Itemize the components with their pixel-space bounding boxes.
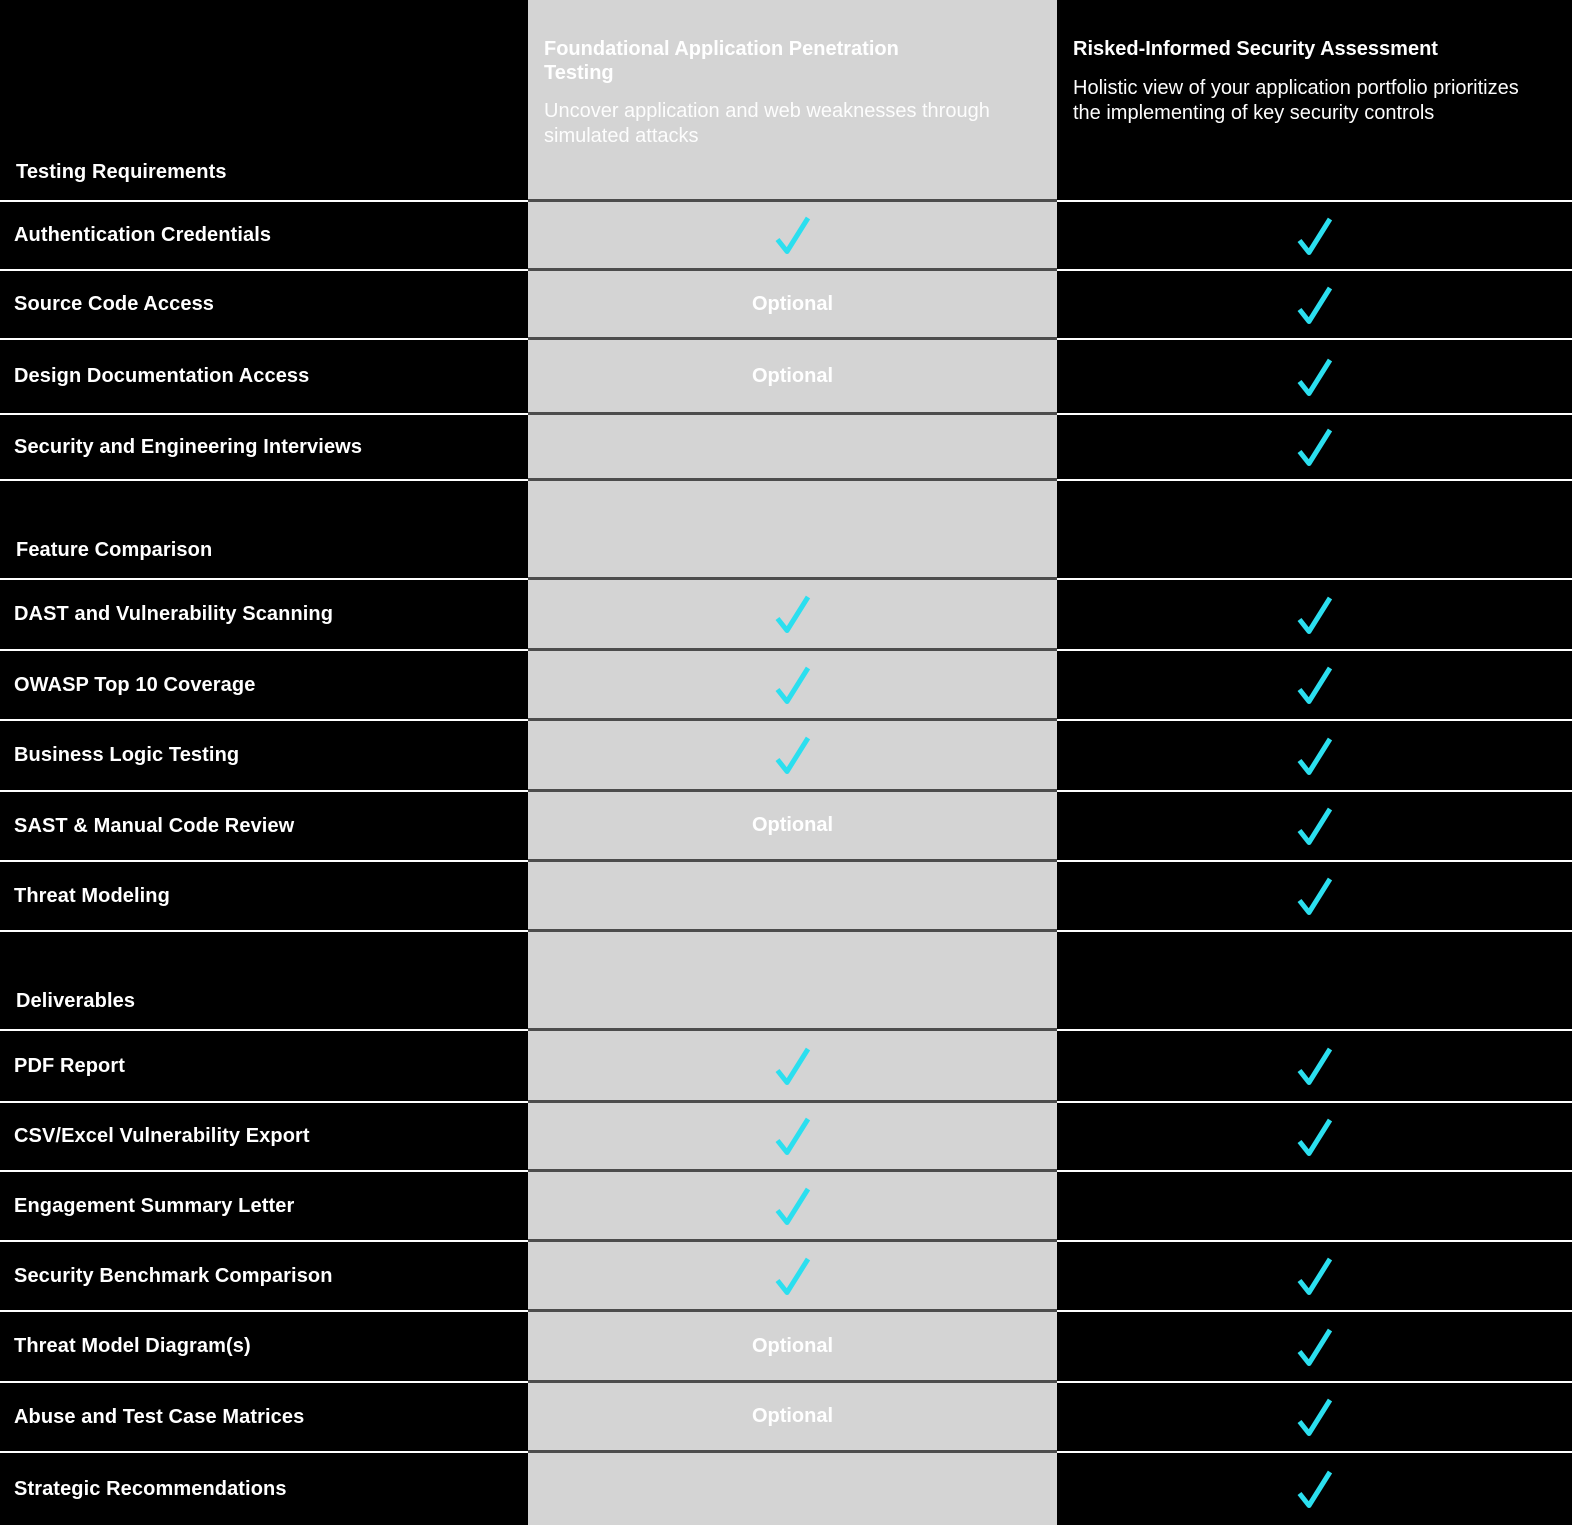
row-label-cell — [0, 340, 528, 415]
row-label-cell — [0, 1312, 528, 1383]
risk-informed-cell — [1057, 580, 1572, 651]
optional-label: Optional — [751, 814, 834, 836]
optional-label: Optional — [751, 292, 834, 315]
column-title: Foundational Application Penetration Testing — [544, 38, 899, 84]
check-icon — [1296, 875, 1333, 917]
check-icon — [774, 214, 811, 256]
section-title: Deliverables — [16, 990, 136, 1012]
risk-informed-cell — [1057, 1103, 1572, 1172]
foundational-cell — [528, 340, 1057, 415]
column-title: Risked-Informed Security Assessment — [1073, 38, 1438, 60]
risk-informed-section-spacer — [1057, 932, 1572, 1031]
row-label-cell — [0, 1453, 528, 1525]
check-icon — [1296, 356, 1333, 398]
foundational-cell — [528, 1172, 1057, 1242]
risk-informed-cell — [1057, 340, 1572, 415]
optional-label: Optional — [751, 1334, 834, 1357]
row-label: Security and Engineering Interviews — [14, 435, 363, 458]
foundational-cell — [528, 415, 1057, 481]
column-header-risk-informed — [1057, 0, 1572, 202]
row-label: Authentication Credentials — [14, 224, 272, 246]
risk-informed-cell — [1057, 721, 1572, 792]
row-label-cell — [0, 651, 528, 721]
risk-informed-cell — [1057, 1312, 1572, 1383]
row-label-cell — [0, 1172, 528, 1242]
row-label: OWASP Top 10 Coverage — [14, 673, 256, 696]
row-label-cell — [0, 1383, 528, 1453]
row-label: Source Code Access — [14, 293, 215, 315]
row-label-cell — [0, 1103, 528, 1172]
check-icon — [1296, 1396, 1333, 1438]
section-title: Feature Comparison — [16, 539, 213, 561]
row-label: DAST and Vulnerability Scanning — [14, 603, 334, 625]
check-icon — [1296, 284, 1333, 326]
column-header-foundational — [528, 0, 1057, 202]
check-icon — [774, 1045, 811, 1087]
check-icon — [774, 1185, 811, 1227]
row-label: Abuse and Test Case Matrices — [14, 1405, 305, 1428]
check-icon — [1296, 1045, 1333, 1087]
foundational-section-spacer — [528, 932, 1057, 1031]
check-icon — [774, 734, 811, 776]
row-label-cell — [0, 862, 528, 932]
row-label: Engagement Summary Letter — [14, 1194, 295, 1217]
row-label: Threat Modeling — [14, 884, 170, 907]
check-icon — [1296, 805, 1333, 847]
row-label: Business Logic Testing — [14, 744, 240, 766]
row-label-cell — [0, 1242, 528, 1312]
check-icon — [1296, 426, 1333, 468]
risk-informed-cell — [1057, 202, 1572, 271]
foundational-cell — [528, 1242, 1057, 1312]
row-label: SAST & Manual Code Review — [14, 814, 295, 837]
risk-informed-cell — [1057, 415, 1572, 481]
section-title: Testing Requirements — [16, 161, 227, 183]
column-subtitle: Holistic view of your application portfolio prioritizes the implementing of key security controls — [1073, 76, 1519, 124]
check-icon — [1296, 1468, 1333, 1510]
row-label-cell — [0, 202, 528, 271]
row-label-cell — [0, 271, 528, 340]
section-header-deliverables — [0, 932, 528, 1031]
check-icon — [774, 593, 811, 635]
section-header-testing-requirements — [0, 0, 528, 202]
row-label-cell — [0, 792, 528, 862]
foundational-cell — [528, 271, 1057, 340]
row-label-cell — [0, 1031, 528, 1103]
column-subtitle: Uncover application and web weaknesses through simulated attacks — [544, 100, 990, 148]
risk-informed-cell — [1057, 1453, 1572, 1525]
optional-label: Optional — [751, 1405, 834, 1427]
foundational-cell — [528, 1383, 1057, 1453]
risk-informed-cell — [1057, 271, 1572, 340]
check-icon — [774, 1115, 811, 1157]
risk-informed-cell — [1057, 862, 1572, 932]
risk-informed-section-spacer — [1057, 481, 1572, 580]
row-label-cell — [0, 415, 528, 481]
optional-label: Optional — [751, 364, 834, 387]
foundational-cell — [528, 1103, 1057, 1172]
section-header-feature-comparison — [0, 481, 528, 580]
foundational-cell — [528, 721, 1057, 792]
row-label: Threat Model Diagram(s) — [14, 1335, 251, 1357]
check-icon — [1296, 1255, 1333, 1297]
foundational-cell — [528, 1031, 1057, 1103]
foundational-cell — [528, 792, 1057, 862]
row-label-cell — [0, 580, 528, 651]
foundational-cell — [528, 1312, 1057, 1383]
risk-informed-cell — [1057, 651, 1572, 721]
check-icon — [1296, 594, 1333, 636]
row-label: Security Benchmark Comparison — [14, 1264, 333, 1287]
check-icon — [1296, 1326, 1333, 1368]
foundational-cell — [528, 651, 1057, 721]
foundational-cell — [528, 862, 1057, 932]
check-icon — [1296, 215, 1333, 257]
row-label-cell — [0, 721, 528, 792]
risk-informed-cell — [1057, 1383, 1572, 1453]
foundational-cell — [528, 580, 1057, 651]
check-icon — [774, 1255, 811, 1297]
risk-informed-cell — [1057, 1242, 1572, 1312]
check-icon — [774, 664, 811, 706]
check-icon — [1296, 1116, 1333, 1158]
check-icon — [1296, 664, 1333, 706]
check-icon — [1296, 735, 1333, 777]
risk-informed-cell — [1057, 792, 1572, 862]
foundational-cell — [528, 1453, 1057, 1525]
risk-informed-cell — [1057, 1031, 1572, 1103]
row-label: PDF Report — [14, 1054, 125, 1077]
foundational-cell — [528, 202, 1057, 271]
risk-informed-cell — [1057, 1172, 1572, 1242]
row-label: Strategic Recommendations — [14, 1477, 287, 1500]
row-label: CSV/Excel Vulnerability Export — [14, 1125, 310, 1147]
foundational-section-spacer — [528, 481, 1057, 580]
row-label: Design Documentation Access — [14, 365, 310, 387]
